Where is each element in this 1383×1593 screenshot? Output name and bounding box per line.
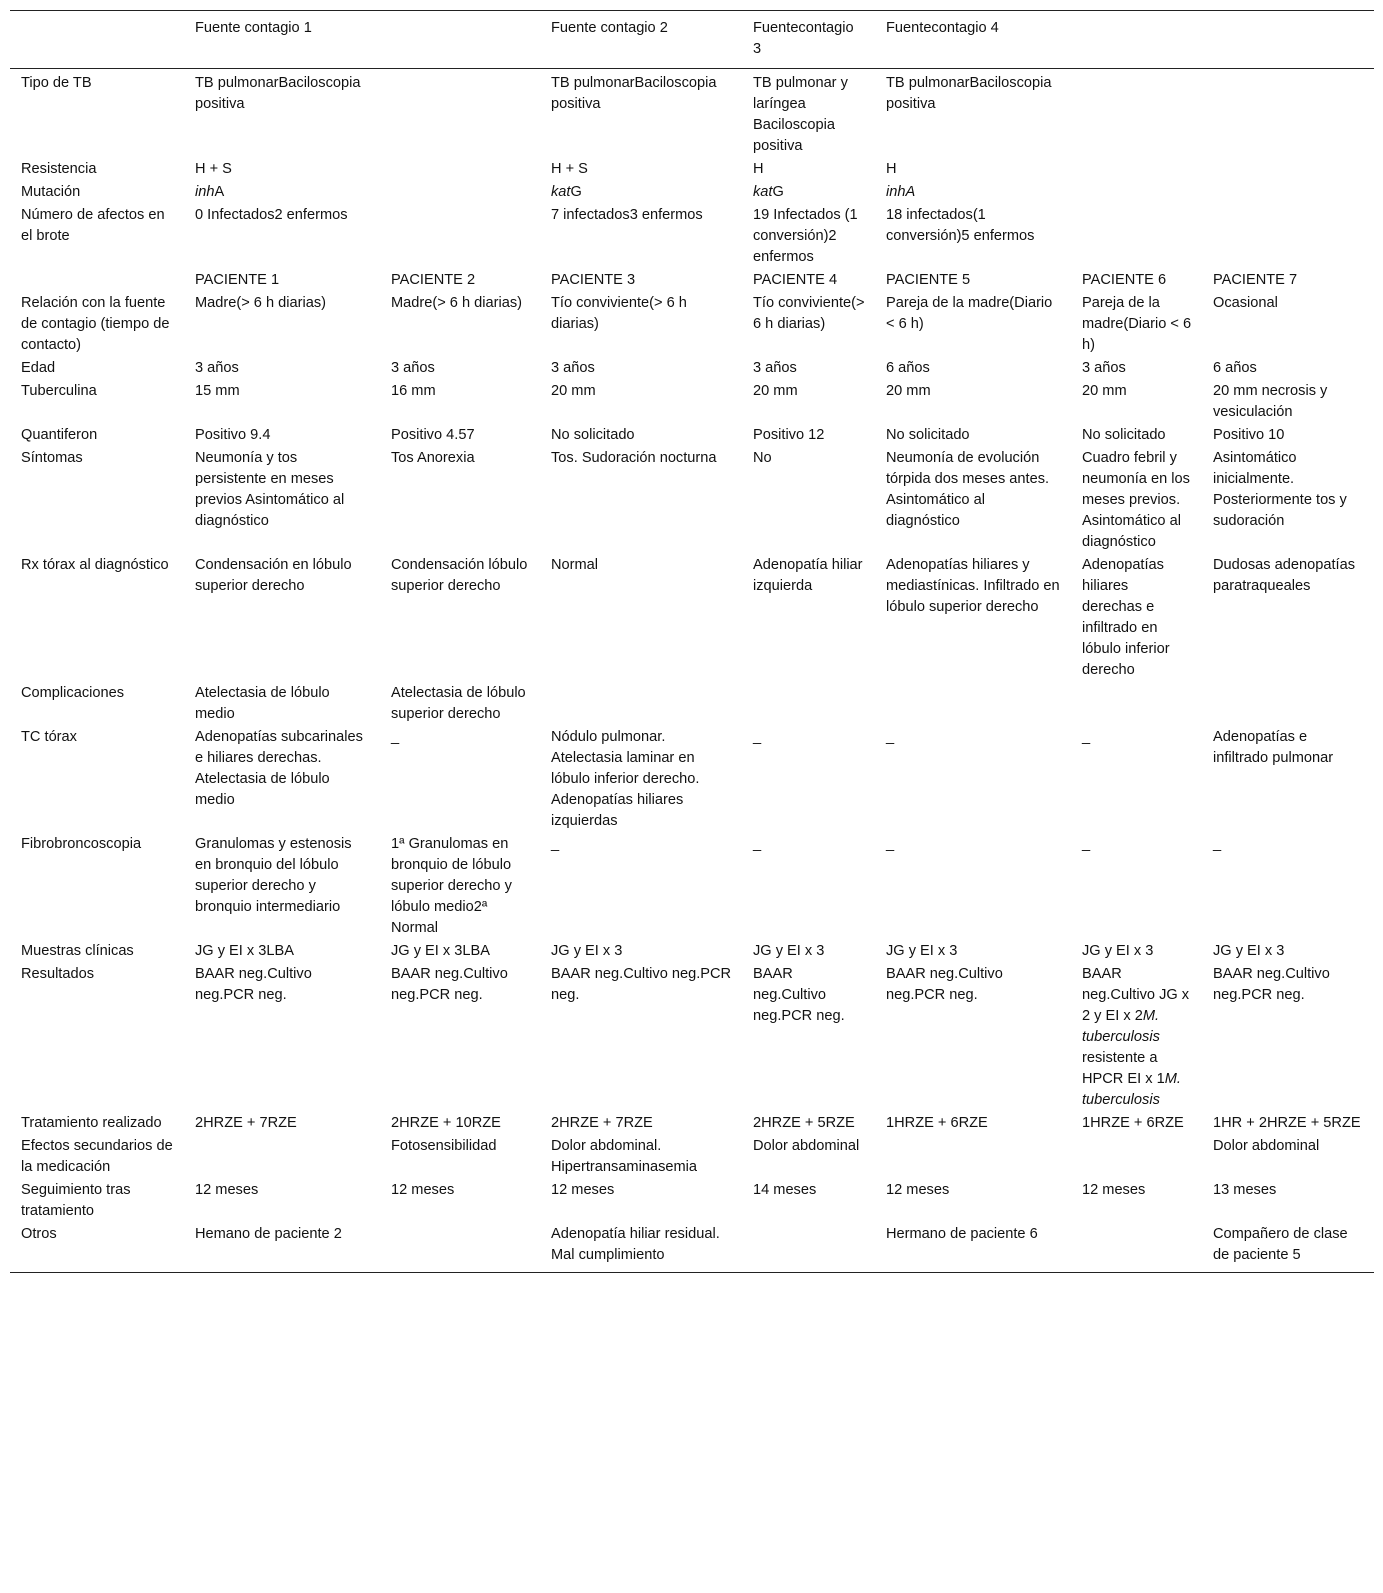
- data-cell: [742, 682, 875, 726]
- data-cell: 12 meses: [551, 1182, 615, 1198]
- data-cell: 1ª Granulomas en bronquio de lóbulo superior derecho y lóbulo medio2ª Normal: [391, 836, 512, 936]
- data-cell: No solicitado: [886, 427, 970, 443]
- data-cell: [380, 158, 540, 181]
- table-row-relacion: [10, 292, 1374, 357]
- data-cell: [1071, 204, 1202, 269]
- data-cell: Adenopatía hiliar residual. Mal cumplimiento: [551, 1226, 720, 1263]
- table-row-muestras: [10, 940, 1374, 963]
- mutation-suffix: G: [772, 184, 784, 200]
- data-cell: H: [753, 161, 764, 177]
- mutation-italic: kat: [753, 184, 773, 200]
- row-label: Quantiferon: [21, 427, 98, 443]
- data-cell: Dolor abdominal: [1213, 1138, 1320, 1154]
- data-cell: H + S: [551, 161, 588, 177]
- data-cell: 3 años: [195, 360, 239, 376]
- table-row-tuberculina: [10, 380, 1374, 424]
- data-cell: 16 mm: [391, 383, 436, 399]
- data-cell: PACIENTE 4: [753, 272, 838, 288]
- data-cell: 3 años: [551, 360, 595, 376]
- data-cell: [1071, 1223, 1202, 1273]
- data-cell: [380, 1223, 540, 1273]
- data-cell: Positivo 4.57: [391, 427, 475, 443]
- data-cell: [540, 682, 742, 726]
- data-cell: TB pulmonar y laríngea Baciloscopia positiva: [753, 75, 848, 154]
- data-cell: No: [753, 450, 772, 466]
- row-label: Tuberculina: [21, 383, 97, 399]
- data-cell: 12 meses: [391, 1182, 455, 1198]
- data-cell: _: [1082, 836, 1091, 852]
- data-cell: Hemano de paciente 2: [195, 1226, 342, 1242]
- data-cell: Tos Anorexia: [391, 450, 475, 466]
- data-cell: BAAR neg.Cultivo neg.PCR neg.: [1213, 966, 1330, 1003]
- table-row-tratamiento: [10, 1112, 1374, 1135]
- row-label: Número de afectos en el brote: [21, 207, 165, 244]
- data-cell: [742, 181, 875, 204]
- data-cell: _: [886, 836, 895, 852]
- data-cell: 20 mm: [1082, 383, 1127, 399]
- data-cell: Tío conviviente(> 6 h diarias): [551, 295, 687, 332]
- data-cell: No solicitado: [1082, 427, 1166, 443]
- header-cell: Fuente contagio 2: [540, 11, 742, 69]
- data-cell: Adenopatías hiliares derechas e infiltrado en lóbulo inferior derecho: [1082, 557, 1170, 678]
- header-cell: [10, 11, 184, 69]
- row-label: Rx tórax al diagnóstico: [21, 557, 169, 573]
- data-cell: Granulomas y estenosis en bronquio del lóbulo superior derecho y bronquio intermediario: [195, 836, 352, 915]
- organism-name: M. tuberculosis: [1082, 1071, 1181, 1108]
- data-cell: 12 meses: [886, 1182, 950, 1198]
- data-cell: 1HRZE + 6RZE: [1082, 1115, 1184, 1131]
- data-cell: Atelectasia de lóbulo medio: [195, 685, 330, 722]
- data-cell: BAAR neg.Cultivo neg.PCR neg.: [551, 966, 732, 1003]
- data-cell: JG y EI x 3LBA: [195, 943, 294, 959]
- data-cell: JG y EI x 3: [1213, 943, 1285, 959]
- header-cell: Fuentecontagio 4: [875, 11, 1071, 69]
- data-cell: [540, 181, 742, 204]
- data-cell: JG y EI x 3: [753, 943, 825, 959]
- row-label: Muestras clínicas: [21, 943, 134, 959]
- table-row-mutacion: [10, 181, 1374, 204]
- table-container: [10, 10, 1374, 1273]
- data-cell: Fotosensibilidad: [391, 1138, 497, 1154]
- data-cell: _: [753, 836, 762, 852]
- data-cell: 2HRZE + 5RZE: [753, 1115, 855, 1131]
- data-cell: PACIENTE 1: [195, 272, 280, 288]
- mutation-suffix: G: [570, 184, 582, 200]
- data-cell: [380, 204, 540, 269]
- header-row: [10, 11, 1374, 69]
- data-cell: Adenopatías subcarinales e hiliares derechas. Atelectasia de lóbulo medio: [195, 729, 363, 808]
- data-cell: Condensación lóbulo superior derecho: [391, 557, 528, 594]
- table-row-afectos: [10, 204, 1374, 269]
- data-cell: Positivo 10: [1213, 427, 1285, 443]
- data-cell: BAAR neg.Cultivo neg.PCR neg.: [391, 966, 508, 1003]
- table-row-sintomas: [10, 447, 1374, 554]
- data-cell: Ocasional: [1213, 295, 1278, 311]
- data-cell: 20 mm: [551, 383, 596, 399]
- data-cell: 20 mm: [886, 383, 931, 399]
- mutation-italic: kat: [551, 184, 571, 200]
- data-cell: Neumonía de evolución tórpida dos meses antes. Asintomático al diagnóstico: [886, 450, 1050, 529]
- header-cell: [1202, 11, 1374, 69]
- row-label: TC tórax: [21, 729, 77, 745]
- row-label: Tratamiento realizado: [21, 1115, 162, 1131]
- data-cell: JG y EI x 3: [886, 943, 958, 959]
- mutation-italic: inh: [195, 184, 215, 200]
- data-cell: _: [1082, 729, 1091, 745]
- data-cell: [875, 181, 1071, 204]
- row-label: Resultados: [21, 966, 95, 982]
- data-cell: PACIENTE 6: [1082, 272, 1167, 288]
- table-row-tc-torax: [10, 726, 1374, 833]
- data-cell: 13 meses: [1213, 1182, 1277, 1198]
- data-cell: Pareja de la madre(Diario < 6 h): [1082, 295, 1192, 353]
- data-cell: 0 Infectados2 enfermos: [195, 207, 348, 223]
- data-cell: Tío conviviente(> 6 h diarias): [753, 295, 865, 332]
- data-cell: Neumonía y tos persistente en meses previos Asintomático al diagnóstico: [195, 450, 345, 529]
- data-cell: [184, 1135, 380, 1179]
- mutation-suffix: A: [214, 184, 225, 200]
- data-cell: 2HRZE + 7RZE: [551, 1115, 653, 1131]
- data-cell: [1202, 682, 1374, 726]
- data-cell: 2HRZE + 10RZE: [391, 1115, 501, 1131]
- data-cell: 7 infectados3 enfermos: [551, 207, 703, 223]
- data-cell: TB pulmonarBaciloscopia positiva: [195, 75, 361, 112]
- table-row-rx-torax: [10, 554, 1374, 682]
- data-cell: 12 meses: [195, 1182, 259, 1198]
- row-label: Tipo de TB: [21, 75, 92, 91]
- data-cell: _: [391, 729, 400, 745]
- row-label: [10, 269, 184, 292]
- data-cell: Atelectasia de lóbulo superior derecho: [391, 685, 526, 722]
- row-label: Relación con la fuente de contagio (tiempo de contacto): [21, 295, 170, 353]
- data-cell: Condensación en lóbulo superior derecho: [195, 557, 352, 594]
- data-cell: Asintomático inicialmente. Posteriormente tos y sudoración: [1213, 450, 1347, 529]
- data-cell: PACIENTE 2: [391, 272, 476, 288]
- data-cell: [380, 69, 540, 159]
- data-cell: JG y EI x 3LBA: [391, 943, 490, 959]
- table-row-seguimiento: [10, 1179, 1374, 1223]
- table-row-quantiferon: [10, 424, 1374, 447]
- data-cell: [184, 181, 380, 204]
- row-label: Síntomas: [21, 450, 83, 466]
- data-cell: PACIENTE 3: [551, 272, 636, 288]
- row-label: Fibrobroncoscopia: [21, 836, 142, 852]
- clinical-cases-table: [10, 10, 1374, 1273]
- data-cell: Hermano de paciente 6: [886, 1226, 1038, 1242]
- table-row-complicaciones: [10, 682, 1374, 726]
- data-cell: 19 Infectados (1 conversión)2 enfermos: [753, 207, 858, 265]
- data-cell: Adenopatías e infiltrado pulmonar: [1213, 729, 1334, 766]
- data-cell: 20 mm necrosis y vesiculación: [1213, 383, 1328, 420]
- data-cell: 12 meses: [1082, 1182, 1146, 1198]
- organism-name: M. tuberculosis: [1082, 1008, 1160, 1045]
- data-cell: 14 meses: [753, 1182, 817, 1198]
- data-cell: [1071, 963, 1202, 1112]
- data-cell: [1202, 69, 1374, 159]
- row-label: Edad: [21, 360, 56, 376]
- data-cell: Pareja de la madre(Diario < 6 h): [886, 295, 1053, 332]
- table-row-tipo-tb: [10, 69, 1374, 159]
- data-cell: [1202, 204, 1374, 269]
- result-text: resistente a HPCR EI x 1: [1082, 1050, 1165, 1087]
- data-cell: 1HRZE + 6RZE: [886, 1115, 988, 1131]
- data-cell: Normal: [551, 557, 599, 573]
- data-cell: Nódulo pulmonar. Atelectasia laminar en lóbulo inferior derecho. Adenopatías hiliares izquierdas: [551, 729, 700, 829]
- data-cell: 15 mm: [195, 383, 240, 399]
- table-row-edad: [10, 357, 1374, 380]
- row-label: Mutación: [21, 184, 81, 200]
- data-cell: Positivo 12: [753, 427, 825, 443]
- table-row-resistencia: [10, 158, 1374, 181]
- data-cell: BAAR neg.Cultivo neg.PCR neg.: [195, 966, 312, 1003]
- data-cell: 6 años: [1213, 360, 1257, 376]
- table-row-efectos: [10, 1135, 1374, 1179]
- data-cell: [1071, 181, 1202, 204]
- mutation-italic: inhA: [886, 184, 916, 200]
- data-cell: H: [886, 161, 897, 177]
- data-cell: [380, 181, 540, 204]
- data-cell: _: [551, 836, 560, 852]
- data-cell: [875, 682, 1071, 726]
- data-cell: PACIENTE 5: [886, 272, 971, 288]
- data-cell: Dudosas adenopatías paratraqueales: [1213, 557, 1355, 594]
- data-cell: 6 años: [886, 360, 930, 376]
- data-cell: JG y EI x 3: [1082, 943, 1154, 959]
- data-cell: Adenopatía hiliar izquierda: [753, 557, 863, 594]
- data-cell: 3 años: [391, 360, 435, 376]
- header-cell: Fuentecontagio 3: [742, 11, 875, 69]
- data-cell: Dolor abdominal. Hipertransaminasemia: [551, 1138, 697, 1175]
- data-cell: Positivo 9.4: [195, 427, 271, 443]
- data-cell: 20 mm: [753, 383, 798, 399]
- data-cell: Tos. Sudoración nocturna: [551, 450, 717, 466]
- data-cell: 2HRZE + 7RZE: [195, 1115, 297, 1131]
- row-label: Resistencia: [21, 161, 97, 177]
- table-row-resultados: [10, 963, 1374, 1112]
- data-cell: [1071, 682, 1202, 726]
- row-label: Seguimiento tras tratamiento: [21, 1182, 131, 1219]
- header-cell: Fuente contagio 1: [184, 11, 380, 69]
- data-cell: [1202, 158, 1374, 181]
- result-text: BAAR neg.Cultivo JG x 2 y EI x 2: [1082, 966, 1190, 1024]
- data-cell: [875, 1135, 1071, 1179]
- data-cell: [1071, 1135, 1202, 1179]
- data-cell: Dolor abdominal: [753, 1138, 860, 1154]
- data-cell: No solicitado: [551, 427, 635, 443]
- data-cell: 1HR + 2HRZE + 5RZE: [1213, 1115, 1361, 1131]
- data-cell: Compañero de clase de paciente 5: [1213, 1226, 1348, 1263]
- data-cell: _: [886, 729, 895, 745]
- row-label: Otros: [21, 1226, 57, 1242]
- data-cell: _: [1213, 836, 1222, 852]
- data-cell: BAAR neg.Cultivo neg.PCR neg.: [886, 966, 1003, 1003]
- data-cell: [742, 1223, 875, 1273]
- header-cell: [1071, 11, 1202, 69]
- data-cell: JG y EI x 3: [551, 943, 623, 959]
- table-row-fibrobroncoscopia: [10, 833, 1374, 940]
- data-cell: _: [753, 729, 762, 745]
- data-cell: Adenopatías hiliares y mediastínicas. Infiltrado en lóbulo superior derecho: [886, 557, 1060, 615]
- data-cell: PACIENTE 7: [1213, 272, 1298, 288]
- data-cell: H + S: [195, 161, 232, 177]
- data-cell: TB pulmonarBaciloscopia positiva: [551, 75, 717, 112]
- data-cell: [1202, 181, 1374, 204]
- row-label: Efectos secundarios de la medicación: [21, 1138, 173, 1175]
- data-cell: BAAR neg.Cultivo neg.PCR neg.: [753, 966, 845, 1024]
- data-cell: [1071, 158, 1202, 181]
- data-cell: Cuadro febril y neumonía en los meses previos. Asintomático al diagnóstico: [1082, 450, 1190, 550]
- table-row-pacientes: [10, 269, 1374, 292]
- row-label: Complicaciones: [21, 685, 125, 701]
- header-cell: [380, 11, 540, 69]
- data-cell: 3 años: [1082, 360, 1126, 376]
- data-cell: TB pulmonarBaciloscopia positiva: [886, 75, 1052, 112]
- data-cell: [1071, 69, 1202, 159]
- data-cell: 18 infectados(1 conversión)5 enfermos: [886, 207, 1035, 244]
- data-cell: Madre(> 6 h diarias): [391, 295, 522, 311]
- data-cell: 3 años: [753, 360, 797, 376]
- data-cell: Madre(> 6 h diarias): [195, 295, 326, 311]
- table-row-otros: [10, 1223, 1374, 1273]
